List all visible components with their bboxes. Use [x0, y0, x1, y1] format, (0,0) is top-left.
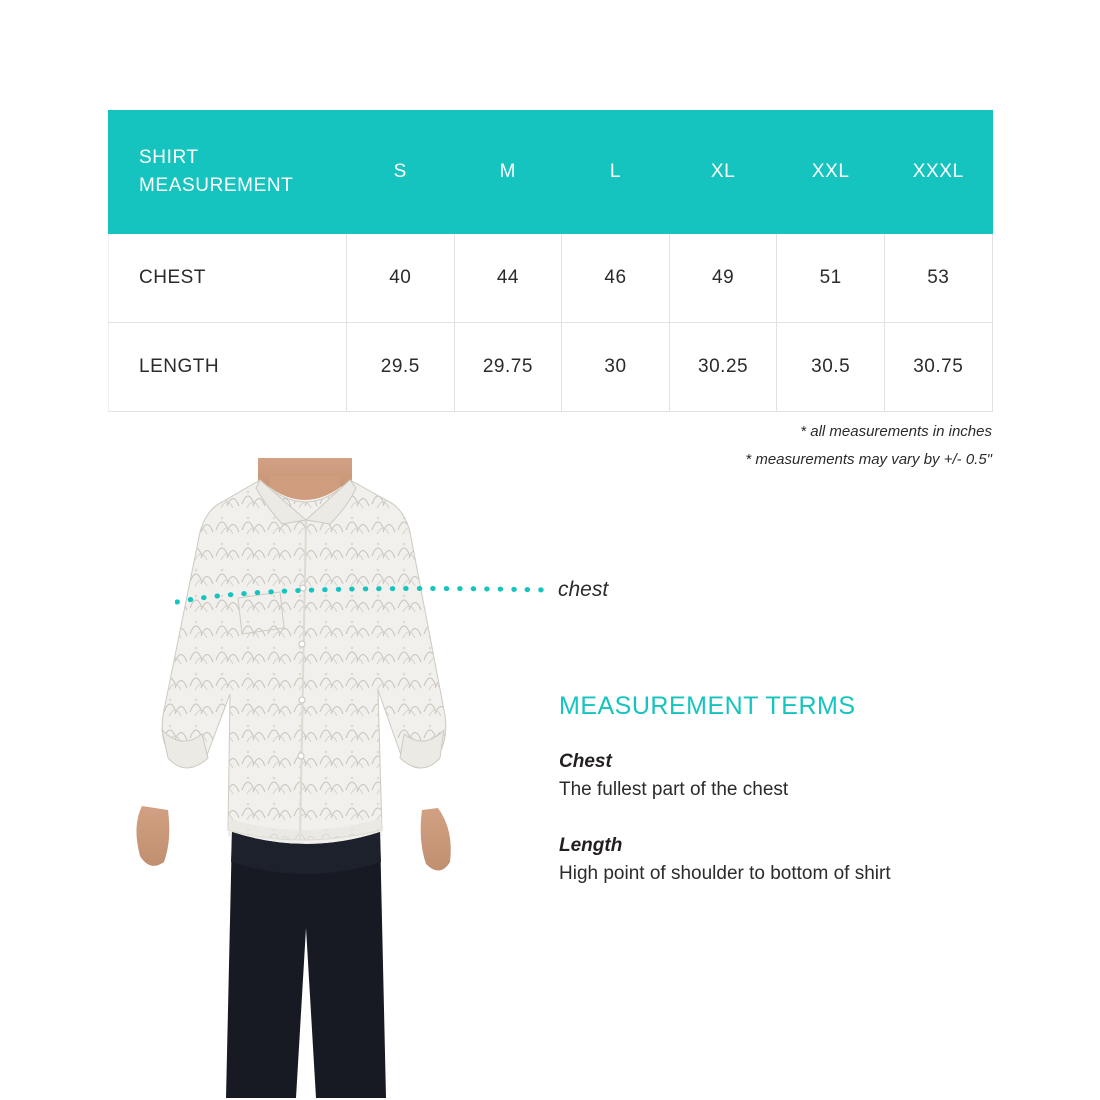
terms-title: MEASUREMENT TERMS [559, 692, 856, 720]
header-size-xxl: XXL [777, 111, 885, 234]
header-measurement-label [109, 111, 347, 234]
chest-xxxl: 53 [884, 234, 992, 323]
note-tolerance: * measurements may vary by +/- 0.5" [745, 450, 992, 468]
note-units: * all measurements in inches [800, 423, 992, 440]
table-notes [432, 418, 992, 474]
length-xxxl: 30.75 [884, 323, 992, 412]
table-row [109, 234, 993, 323]
row-label-chest: CHEST [109, 234, 347, 323]
measurement-terms [559, 692, 1029, 885]
chest-line-label: chest [558, 578, 609, 601]
chest-measurement-line [175, 570, 550, 610]
chest-s: 40 [347, 234, 455, 323]
length-xxl: 30.5 [777, 323, 885, 412]
length-m: 29.75 [454, 323, 562, 412]
header-size-l: L [562, 111, 670, 234]
term-name-length: Length [559, 835, 623, 856]
header-size-s: S [347, 111, 455, 234]
chest-xxl: 51 [777, 234, 885, 323]
shirt-photo [110, 458, 500, 1098]
chest-l: 46 [562, 234, 670, 323]
length-xl: 30.25 [669, 323, 777, 412]
header-label-line2: MEASUREMENT [139, 175, 294, 196]
header-size-m: M [454, 111, 562, 234]
length-l: 30 [562, 323, 670, 412]
row-label-length: LENGTH [109, 323, 347, 412]
size-chart-table [108, 110, 993, 412]
term-desc-chest: The fullest part of the chest [559, 779, 789, 800]
header-size-xl: XL [669, 111, 777, 234]
table-row [109, 323, 993, 412]
table-header [109, 111, 993, 234]
chest-xl: 49 [669, 234, 777, 323]
length-s: 29.5 [347, 323, 455, 412]
header-label-line1: SHIRT [139, 146, 199, 168]
table-body [109, 234, 993, 412]
header-size-xxxl: XXXL [884, 111, 992, 234]
term-name-chest: Chest [559, 751, 612, 772]
term-desc-length: High point of shoulder to bottom of shirt [559, 863, 891, 884]
table-header-row [109, 111, 993, 234]
chest-m: 44 [454, 234, 562, 323]
